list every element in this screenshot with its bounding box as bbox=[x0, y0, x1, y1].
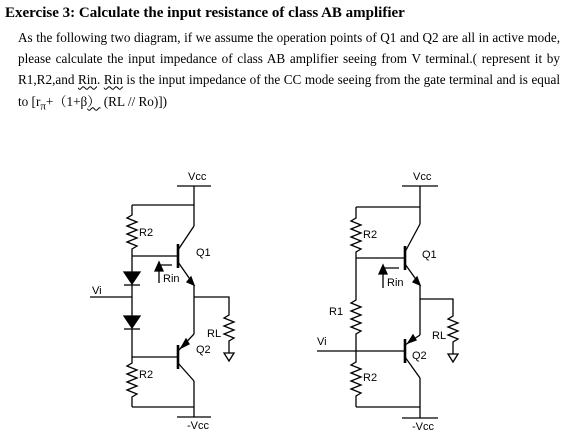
left-rin-label: Rin bbox=[163, 273, 180, 285]
description-part-4: +（1+β bbox=[45, 93, 88, 109]
right-q1-label: Q1 bbox=[422, 249, 437, 261]
right-vcc-top-label: Vcc bbox=[413, 171, 432, 183]
right-r2-bottom-label: R2 bbox=[363, 372, 378, 384]
description-part-3: is the input impedance of the CC mode seeing from the gate terminal and is equal to [r bbox=[18, 72, 561, 109]
right-circuit bbox=[317, 171, 458, 433]
right-ground-icon bbox=[448, 354, 458, 362]
right-r1-resistor bbox=[351, 258, 361, 351]
left-r2-bottom-label: R2 bbox=[139, 369, 154, 381]
left-circuit bbox=[90, 171, 234, 432]
exercise-title: Exercise 3: Calculate the input resistance of class AB amplifier bbox=[5, 5, 405, 21]
right-q2-label: Q2 bbox=[412, 350, 427, 362]
left-r2-bottom-resistor bbox=[127, 357, 137, 407]
description-rin-term: Rin bbox=[77, 72, 97, 88]
right-vcc-bottom-label: -Vcc bbox=[412, 421, 434, 433]
right-r1-label: R1 bbox=[329, 306, 344, 318]
left-q2-label: Q2 bbox=[196, 344, 211, 356]
right-rin-label: Rin bbox=[387, 277, 404, 289]
right-vi-label: Vi bbox=[317, 336, 327, 348]
description-part-2: . bbox=[97, 72, 104, 88]
left-vcc-top-label: Vcc bbox=[188, 171, 207, 183]
left-rin-arrow-icon bbox=[155, 262, 163, 271]
description-beta-close: ） bbox=[87, 93, 101, 109]
description-part-5: (RL // Ro)]) bbox=[100, 93, 168, 109]
left-diode-2-icon bbox=[124, 316, 140, 328]
right-q1-emitter-arrow-icon bbox=[413, 277, 420, 285]
right-q1-collector-lead bbox=[405, 224, 420, 252]
left-q1-emitter-arrow-icon bbox=[187, 277, 194, 285]
right-r2-top-resistor bbox=[351, 207, 361, 258]
left-rl-label: RL bbox=[207, 328, 222, 340]
left-q2-collector-lead bbox=[178, 363, 194, 381]
description-rin-term-2: Rin bbox=[103, 72, 123, 88]
left-vcc-bottom-label: -Vcc bbox=[187, 420, 209, 432]
left-q1-label: Q1 bbox=[196, 247, 211, 259]
left-vi-label: Vi bbox=[92, 285, 102, 297]
left-ground-icon bbox=[224, 353, 234, 361]
description-pi-subscript: π bbox=[40, 100, 46, 113]
right-rl-resistor bbox=[420, 299, 458, 354]
right-rin-arrow-icon bbox=[379, 265, 387, 274]
left-diode-1-icon bbox=[124, 272, 140, 284]
left-q1-collector-lead bbox=[178, 226, 194, 250]
right-r2-bottom-resistor bbox=[351, 351, 361, 407]
right-r2-top-label: R2 bbox=[363, 229, 378, 241]
left-r2-top-resistor bbox=[127, 205, 137, 256]
right-q2-emitter-arrow-icon bbox=[408, 335, 416, 343]
right-rl-label: RL bbox=[432, 330, 447, 342]
description-part-1: As the following two diagram, if we assume the operation points of Q1 and Q2 are all in active mode, please calculate the input impedance of class AB amplifier seeing from V terminal.( represent it by R1,R2,and bbox=[18, 30, 560, 88]
left-r2-top-label: R2 bbox=[139, 227, 154, 239]
